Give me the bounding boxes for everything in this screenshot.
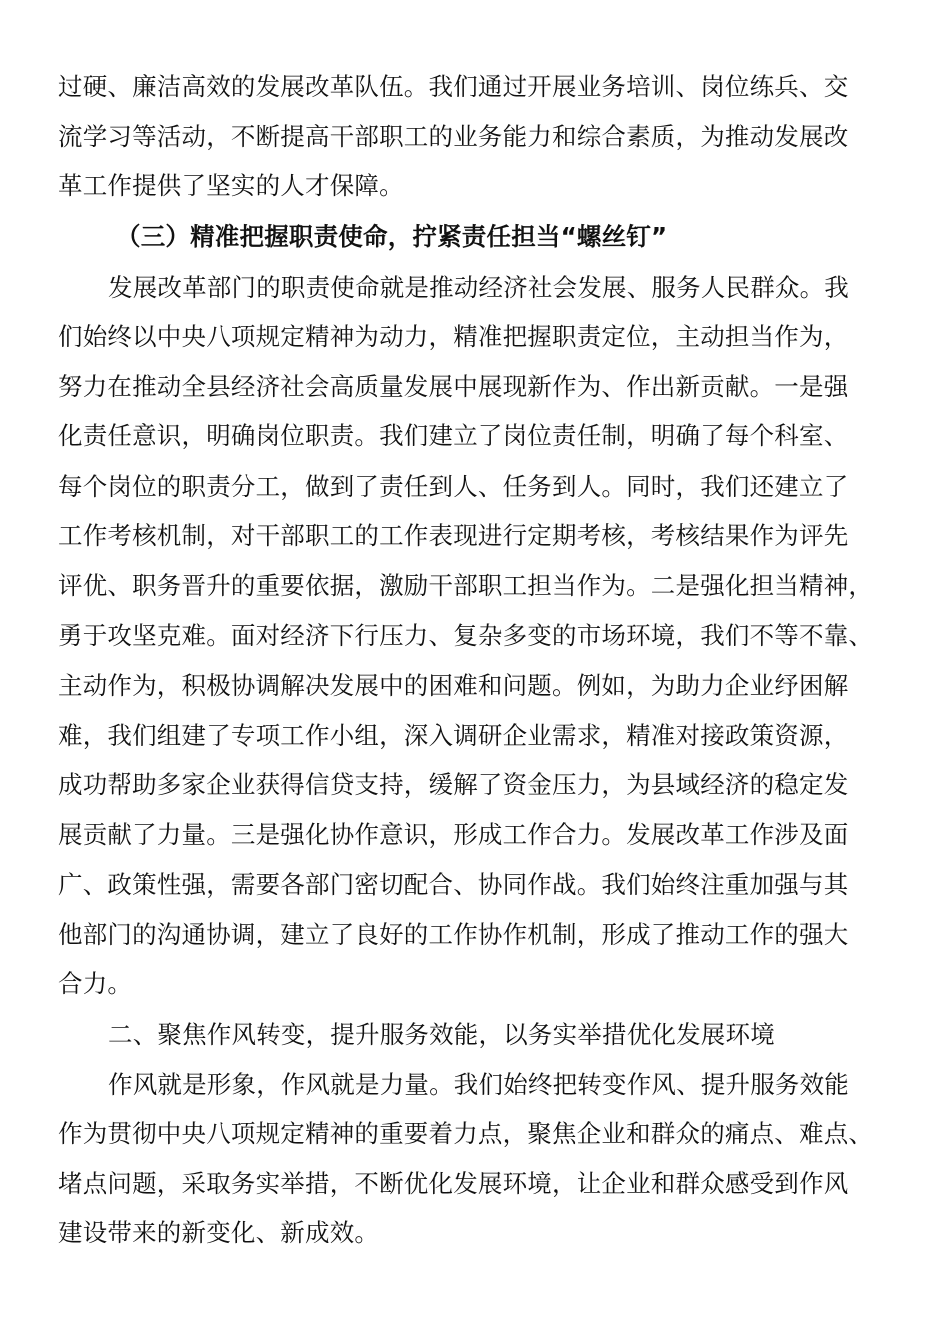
body-text-line: 们始终以中央八项规定精神为动力，精准把握职责定位，主动担当作为， [58,322,849,351]
section-subheading: （三）精准把握职责使命，拧紧责任担当“螺丝钉” [116,222,668,251]
body-text-line: 努力在推动全县经济社会高质量发展中展现新作为、作出新贡献。一是强 [58,372,849,401]
body-text-line: 工作考核机制，对干部职工的工作表现进行定期考核，考核结果作为评先 [58,521,849,550]
body-text-line: 化责任意识，明确岗位职责。我们建立了岗位责任制，明确了每个科室、 [58,421,849,450]
body-text-line: 广、政策性强，需要各部门密切配合、协同作战。我们始终注重加强与其 [58,870,849,899]
body-text-line: 流学习等活动，不断提高干部职工的业务能力和综合素质，为推动发展改 [58,122,849,151]
body-text-line: 展贡献了力量。三是强化协作意识，形成工作合力。发展改革工作涉及面 [58,820,849,849]
body-text-line: 革工作提供了坚实的人才保障。 [58,171,404,200]
body-text-line: 主动作为，积极协调解决发展中的困难和问题。例如，为助力企业纾困解 [58,671,849,700]
body-text-line: 评优、职务晋升的重要依据，激励干部职工担当作为。二是强化担当精神， [58,571,874,600]
body-text-line: 堵点问题，采取务实举措，不断优化发展环境，让企业和群众感受到作风 [58,1169,849,1198]
body-text-line: 他部门的沟通协调，建立了良好的工作协作机制，形成了推动工作的强大 [58,920,849,949]
body-text-line: 建设带来的新变化、新成效。 [58,1218,380,1247]
body-text-line: 过硬、廉洁高效的发展改革队伍。我们通过开展业务培训、岗位练兵、交 [58,72,849,101]
paragraph-first-line: 作风就是形象，作风就是力量。我们始终把转变作风、提升服务效能 [108,1070,849,1099]
body-text-line: 难，我们组建了专项工作小组，深入调研企业需求，精准对接政策资源， [58,721,849,750]
body-text-line: 勇于攻坚克难。面对经济下行压力、复杂多变的市场环境，我们不等不靠、 [58,621,874,650]
paragraph-first-line: 发展改革部门的职责使命就是推动经济社会发展、服务人民群众。我 [108,273,849,302]
body-text-line: 合力。 [58,969,133,998]
body-text-line: 成功帮助多家企业获得信贷支持，缓解了资金压力，为县域经济的稳定发 [58,770,849,799]
body-text-line: 作为贯彻中央八项规定精神的重要着力点，聚焦企业和群众的痛点、难点、 [58,1119,874,1148]
body-text-line: 每个岗位的职责分工，做到了责任到人、任务到人。同时，我们还建立了 [58,472,849,501]
section-heading: 二、聚焦作风转变，提升服务效能，以务实举措优化发展环境 [108,1020,775,1049]
